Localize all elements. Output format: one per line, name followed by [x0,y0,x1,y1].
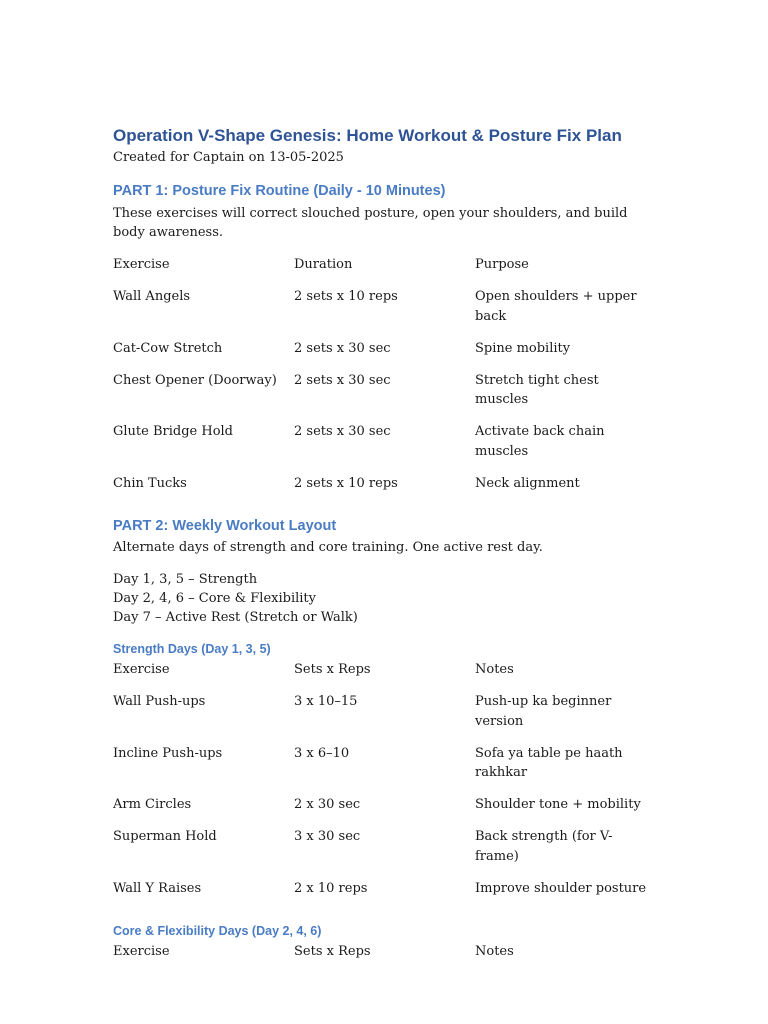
cell-exercise: Wall Push-ups [113,694,206,709]
cell-sets-reps: 3 x 10–15 [294,694,358,709]
table-row [113,422,653,461]
cell-notes: Shoulder tone + mobility [475,797,641,812]
cell-exercise: Incline Push-ups [113,745,223,761]
column-header-exercise: Exercise [113,257,170,272]
cell-sets-reps: 3 x 6–10 [294,745,350,761]
table-row [113,287,653,326]
core-table-header [113,942,653,962]
cell-duration: 2 sets x 30 sec [294,340,391,356]
document-subtitle: Created for Captain on 13-05-2025 [113,150,344,165]
cell-duration: 2 sets x 10 reps [294,475,398,491]
cell-exercise: Wall Y Raises [113,880,202,896]
cell-purpose: Activate back chain muscles [475,424,605,459]
cell-exercise: Cat-Cow Stretch [113,340,223,356]
cell-exercise: Chin Tucks [113,475,187,491]
column-header-exercise: Exercise [113,944,170,959]
table-row [113,827,653,866]
cell-sets-reps: 2 x 10 reps [294,880,368,896]
table-row [113,339,653,359]
posture-table-header [113,255,653,275]
column-header-purpose: Purpose [475,257,529,272]
table-row [113,795,653,815]
cell-duration: 2 sets x 30 sec [294,424,391,439]
column-header-duration: Duration [294,257,353,272]
table-row [113,692,653,731]
cell-purpose: Stretch tight chest muscles [475,372,599,407]
cell-exercise: Wall Angels [113,289,191,304]
part1-heading: PART 1: Posture Fix Routine (Daily - 10 Minutes) [113,183,446,199]
cell-duration: 2 sets x 30 sec [294,372,391,388]
cell-sets-reps: 2 x 30 sec [294,797,361,812]
cell-sets-reps: 3 x 30 sec [294,829,361,844]
list-item: Day 1, 3, 5 – Strength [113,572,258,587]
table-row [113,371,653,410]
part1-intro: These exercises will correct slouched posture, open your shoulders, and build body awareness. [113,206,628,240]
strength-table-header [113,660,653,680]
cell-exercise: Chest Opener (Doorway) [113,372,277,388]
cell-duration: 2 sets x 10 reps [294,289,398,304]
day-schedule [113,570,653,627]
document-title: Operation V-Shape Genesis: Home Workout & Posture Fix Plan [113,126,622,145]
core-table [113,942,653,962]
part2-heading: PART 2: Weekly Workout Layout [113,518,337,534]
strength-days-heading: Strength Days (Day 1, 3, 5) [113,642,271,656]
cell-notes: Push-up ka beginner version [475,694,612,729]
cell-purpose: Open shoulders + upper back [475,289,637,324]
table-row [113,744,653,783]
posture-table [113,255,653,493]
column-header-sets-reps: Sets x Reps [294,944,371,959]
list-item: Day 7 – Active Rest (Stretch or Walk) [113,610,358,625]
column-header-notes: Notes [475,944,514,959]
strength-table [113,660,653,898]
cell-notes: Back strength (for V-frame) [475,829,613,864]
cell-notes: Improve shoulder posture [475,880,647,896]
table-row [113,879,653,899]
cell-exercise: Superman Hold [113,829,217,844]
column-header-exercise: Exercise [113,662,170,677]
document-content [113,124,653,962]
core-days-heading: Core & Flexibility Days (Day 2, 4, 6) [113,924,322,938]
cell-purpose: Spine mobility [475,340,571,356]
table-row [113,474,653,494]
part2-intro: Alternate days of strength and core training. One active rest day. [113,540,543,555]
column-header-sets-reps: Sets x Reps [294,662,371,677]
cell-exercise: Glute Bridge Hold [113,424,234,439]
cell-exercise: Arm Circles [113,797,192,812]
column-header-notes: Notes [475,662,514,677]
cell-notes: Sofa ya table pe haath rakhkar [475,745,623,780]
list-item: Day 2, 4, 6 – Core & Flexibility [113,591,316,606]
cell-purpose: Neck alignment [475,475,580,491]
